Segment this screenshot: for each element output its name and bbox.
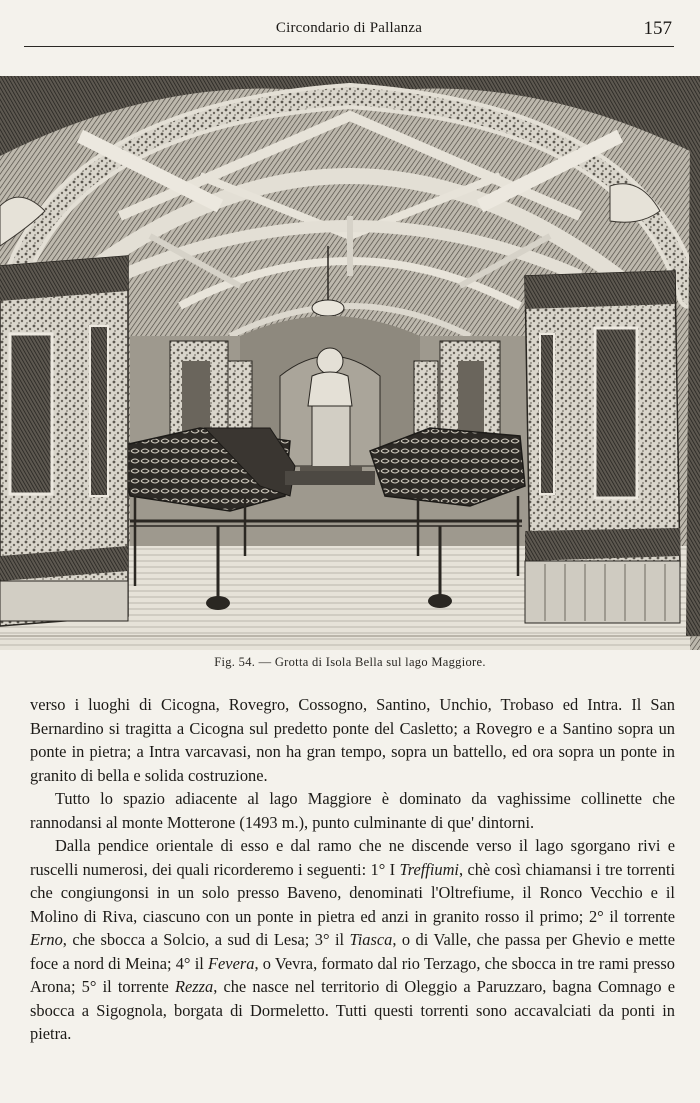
paragraph-1: verso i luoghi di Cicogna, Rovegro, Cossogno, Santino, Unchio, Trobaso ed Intra. Il San Bernardino si tragitta a Cicogna sul predetto ponte del Casletto; a Rovegro e a Santino sopra un ponte in pietra; a Intra varcavasi, non ha gran tempo, sopra un battello, ed ora sopra un ponte in granito di bella e solida costruzione. — [30, 695, 675, 785]
river-name-erno: Erno — [30, 930, 63, 949]
paragraph-3-text: Dalla pendice orientale di esso e dal ramo che ne discende verso il lago sgorgano rivi e ruscelli numerosi, dei quali ricorderemo i seguenti: 1° I — [30, 836, 675, 879]
paragraph-3-text: , che sbocca a Solcio, a sud di Lesa; 3° il — [62, 930, 350, 949]
paragraph-3-text: , che nasce nel territorio di Oleggio a Paruzzaro, bagna Comnago e sbocca a Sigognola, borgata di Dormeletto. Tutti questi torrenti sono accavalciati da ponti in pietra. — [30, 977, 675, 1043]
river-name-rezza: Rezza — [174, 977, 214, 996]
page-number: 157 — [643, 18, 672, 39]
river-name-tiasca: Tiasca — [349, 930, 393, 949]
river-name-treffiumi: Treffiumi — [399, 859, 459, 879]
figure-caption: Fig. 54. — Grotta di Isola Bella sul lago Maggiore. — [214, 655, 486, 669]
paragraph-3 — [30, 834, 675, 1046]
running-header — [24, 18, 674, 47]
river-name-fevera: Fevera — [208, 953, 255, 973]
paragraph-3-text: , chè così chiamansi i tre torrenti che congiungonsi in un solo presso Baveno, denominati l'Oltrefiume, il Ronco Vecchio e il Molino di Riva, ciascuno con un ponte in pietra ed anzi in granito rosso il primo; 2° il torrente — [30, 859, 675, 926]
grotto-engraving — [0, 76, 700, 650]
paragraph-2: Tutto lo spazio adiacente al lago Maggiore è dominato da vaghissime collinette che rannodansi al monte Motterone (1493 m.), punto culminante di que' dintorni. — [30, 789, 675, 832]
paragraph-3-text: , o Vevra, formato dal rio Terzago, che sbocca in tre rami presso Arona; 5° il torrente — [30, 953, 675, 996]
paragraph-3-text: , o di Valle, che passa per Ghevio e mette foce a nord di Meina; 4° il — [30, 930, 675, 973]
running-title: Circondario di Pallanza — [275, 20, 423, 36]
body-text — [30, 693, 675, 1046]
